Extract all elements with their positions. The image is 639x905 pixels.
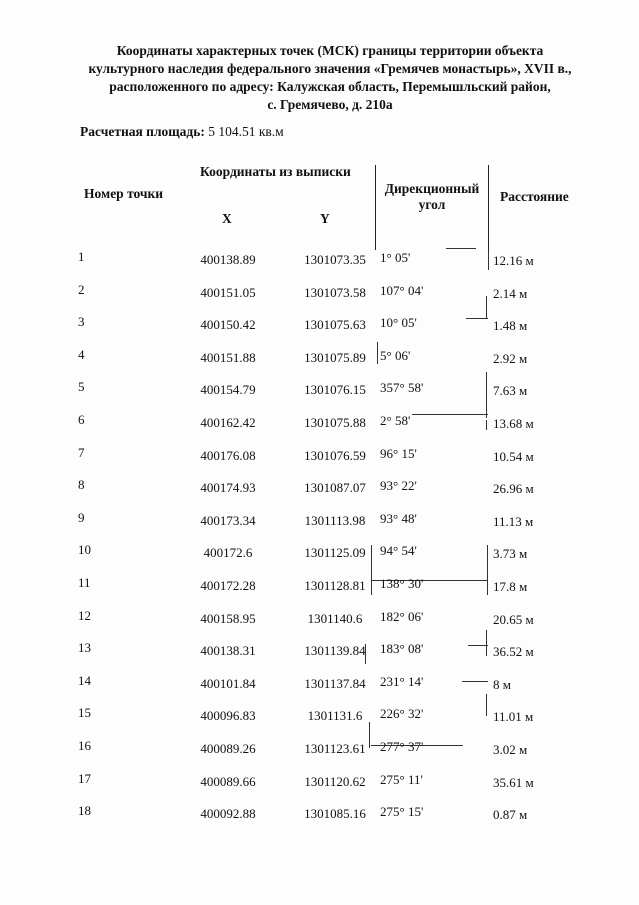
distance: 7.63 м <box>493 383 528 398</box>
coord-y: 1301076.15 <box>304 382 366 397</box>
direction-angle: 10° 05' <box>380 315 417 330</box>
distance: 2.14 м <box>493 286 528 301</box>
point-number: 17 <box>78 771 91 786</box>
coord-y: 1301140.6 <box>307 611 363 626</box>
distance: 35.61 м <box>493 775 534 790</box>
direction-angle: 93° 48' <box>380 511 417 526</box>
direction-angle: 226° 32' <box>380 706 424 721</box>
coord-y: 1301075.88 <box>304 415 366 430</box>
calculated-area <box>80 124 284 140</box>
direction-angle: 183° 08' <box>380 641 424 656</box>
scan-mark <box>488 250 489 270</box>
title-line-2: культурного наследия федерального значения «Гремячев монастырь», XVII в., <box>88 61 572 76</box>
direction-angle: 182° 06' <box>380 609 424 624</box>
coord-x: 400158.95 <box>200 611 256 626</box>
coord-x: 400089.26 <box>200 741 256 756</box>
coord-x: 400101.84 <box>200 676 256 691</box>
coord-x: 400173.34 <box>200 513 256 528</box>
point-number: 16 <box>78 738 91 753</box>
direction-angle: 5° 06' <box>380 348 411 363</box>
point-number: 13 <box>78 640 91 655</box>
point-number: 6 <box>78 412 85 427</box>
distance: 13.68 м <box>493 416 534 431</box>
scan-mark <box>487 545 488 595</box>
direction-angle: 275° 11' <box>380 772 423 787</box>
distance: 11.01 м <box>493 709 534 724</box>
scan-mark <box>462 681 488 682</box>
coord-y: 1301113.98 <box>304 513 366 528</box>
distance: 12.16 м <box>493 253 534 268</box>
direction-angle: 93° 22' <box>380 478 417 493</box>
distance: 36.52 м <box>493 644 534 659</box>
angle-column-right-border <box>488 165 489 250</box>
header-x: X <box>222 211 232 226</box>
document-title <box>60 42 600 114</box>
point-number: 18 <box>78 803 91 818</box>
coord-y: 1301073.58 <box>304 285 366 300</box>
coord-y: 1301075.63 <box>304 317 366 332</box>
title-line-4: с. Гремячево, д. 210а <box>267 97 393 112</box>
distance: 2.92 м <box>493 351 528 366</box>
coord-y: 1301087.07 <box>304 480 366 495</box>
point-number: 1 <box>78 249 85 264</box>
point-number: 10 <box>78 542 91 557</box>
coord-y: 1301131.6 <box>307 708 363 723</box>
area-label: Расчетная площадь: <box>80 124 205 139</box>
header-coords-group: Координаты из выписки <box>200 164 351 179</box>
scan-mark <box>486 296 487 318</box>
coord-x: 400092.88 <box>200 806 256 821</box>
direction-angle: 107° 04' <box>380 283 424 298</box>
coord-x: 400096.83 <box>200 708 256 723</box>
direction-angle: 231° 14' <box>380 674 424 689</box>
coord-x: 400151.88 <box>200 350 256 365</box>
coord-y: 1301139.84 <box>304 643 366 658</box>
point-number: 2 <box>78 282 85 297</box>
distance: 26.96 м <box>493 481 534 496</box>
scan-mark <box>486 694 487 716</box>
scan-mark <box>466 318 488 319</box>
coord-x: 400150.42 <box>200 317 256 332</box>
scan-mark <box>486 420 487 430</box>
direction-angle: 275° 15' <box>380 804 424 819</box>
direction-angle: 1° 05' <box>380 250 411 265</box>
area-value: 5 104.51 кв.м <box>208 124 284 139</box>
point-number: 4 <box>78 347 85 362</box>
direction-angle: 94° 54' <box>380 543 417 558</box>
point-number: 7 <box>78 445 85 460</box>
header-y: Y <box>320 211 330 226</box>
distance: 17.8 м <box>493 579 528 594</box>
title-line-1: Координаты характерных точек (МСК) границы территории объекта <box>116 43 544 58</box>
point-number: 12 <box>78 608 91 623</box>
distance: 20.65 м <box>493 612 534 627</box>
header-angle: Дирекционный угол <box>384 181 480 212</box>
scan-mark <box>412 414 488 415</box>
point-number: 8 <box>78 477 85 492</box>
distance: 3.73 м <box>493 546 528 561</box>
coord-y: 1301137.84 <box>304 676 366 691</box>
coord-x: 400154.79 <box>200 382 256 397</box>
direction-angle: 2° 58' <box>380 413 411 428</box>
coord-x: 400172.28 <box>200 578 256 593</box>
scan-mark <box>468 645 488 646</box>
coord-x: 400176.08 <box>200 448 256 463</box>
distance: 0.87 м <box>493 807 528 822</box>
scan-mark <box>486 372 487 418</box>
distance: 10.54 м <box>493 449 534 464</box>
direction-angle: 96° 15' <box>380 446 417 461</box>
header-point-number: Номер точки <box>84 186 164 201</box>
coord-y: 1301125.09 <box>304 545 366 560</box>
distance: 11.13 м <box>493 514 534 529</box>
coord-x: 400089.66 <box>200 774 256 789</box>
point-number: 11 <box>78 575 91 590</box>
direction-angle: 277° 37' <box>380 739 424 754</box>
distance: 1.48 м <box>493 318 528 333</box>
point-number: 5 <box>78 379 85 394</box>
direction-angle: 357° 58' <box>380 380 424 395</box>
distance: 8 м <box>493 677 511 692</box>
coord-x: 400151.05 <box>200 285 256 300</box>
header-distance: Расстояние <box>500 189 569 204</box>
coord-x: 400172.6 <box>203 545 253 560</box>
coord-y: 1301076.59 <box>304 448 366 463</box>
angle-column-left-border <box>375 165 376 250</box>
coord-y: 1301073.35 <box>304 252 366 267</box>
coord-y: 1301128.81 <box>304 578 366 593</box>
title-line-3: расположенного по адресу: Калужская область, Перемышльский район, <box>109 79 551 94</box>
point-number: 15 <box>78 705 91 720</box>
coord-x: 400138.31 <box>200 643 256 658</box>
direction-angle: 138° 30' <box>380 576 424 591</box>
coord-y: 1301085.16 <box>304 806 366 821</box>
distance: 3.02 м <box>493 742 528 757</box>
point-number: 9 <box>78 510 85 525</box>
point-number: 14 <box>78 673 91 688</box>
scan-mark <box>446 248 476 249</box>
coord-x: 400174.93 <box>200 480 256 495</box>
coord-x: 400162.42 <box>200 415 256 430</box>
point-number: 3 <box>78 314 85 329</box>
coord-y: 1301075.89 <box>304 350 366 365</box>
coord-x: 400138.89 <box>200 252 256 267</box>
scan-mark <box>486 630 487 656</box>
coord-y: 1301120.62 <box>304 774 366 789</box>
coord-y: 1301123.61 <box>304 741 366 756</box>
